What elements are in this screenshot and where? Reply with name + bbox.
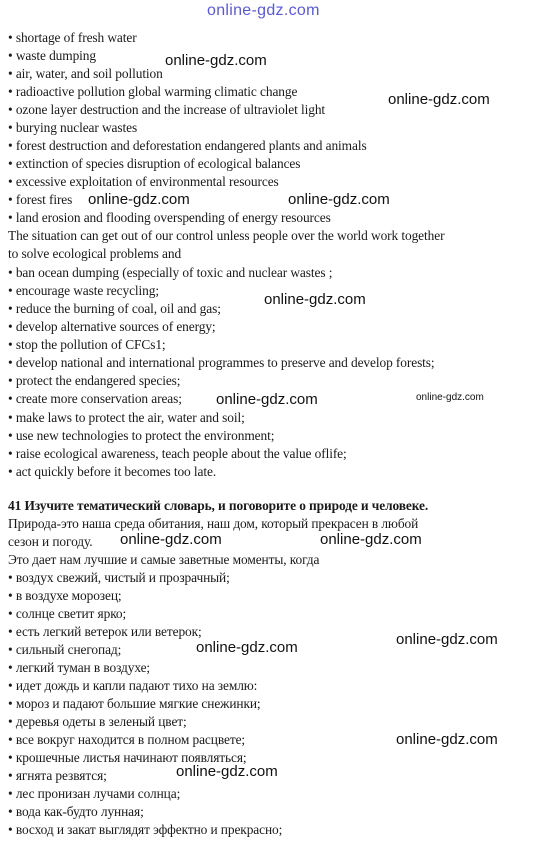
watermark: online-gdz.com — [176, 763, 278, 780]
list-item: • мороз и падают большие мягкие снежинки; — [8, 696, 261, 711]
watermark: online-gdz.com — [264, 291, 366, 308]
list-item: • крошечные листья начинают появляться; — [8, 750, 247, 765]
list-item: • лес пронизан лучами солнца; — [8, 786, 181, 801]
watermark: online-gdz.com — [396, 731, 498, 748]
list-item: • burying nuclear wastes — [8, 120, 138, 135]
watermark: online-gdz.com — [207, 2, 320, 19]
list-item: • есть легкий ветерок или ветерок; — [8, 624, 202, 639]
list-item: • raise ecological awareness, teach people about the value oflife; — [8, 446, 347, 461]
list-item: • ban ocean dumping (especially of toxic and nuclear wastes ; — [8, 265, 333, 280]
section-heading: 41 Изучите тематический словарь, и поговорите о природе и человеке. — [8, 498, 429, 513]
list-item: • shortage of fresh water — [8, 30, 137, 45]
document-page — [8, 0, 535, 845]
list-item: • forest fires — [8, 192, 73, 207]
list-item: • land erosion and flooding overspending of energy resources — [8, 210, 331, 225]
watermark: online-gdz.com — [288, 191, 390, 208]
watermark: online-gdz.com — [120, 531, 222, 548]
list-item: • все вокруг находится в полном расцвете; — [8, 732, 246, 747]
list-item: • forest destruction and deforestation endangered plants and animals — [8, 138, 367, 153]
list-item: • воздух свежий, чистый и прозрачный; — [8, 570, 230, 585]
list-item: • make laws to protect the air, water and soil; — [8, 410, 245, 425]
watermark: online-gdz.com — [416, 392, 484, 403]
watermark: online-gdz.com — [320, 531, 422, 548]
list-item: • деревья одеты в зеленый цвет; — [8, 714, 187, 729]
watermark: online-gdz.com — [216, 391, 318, 408]
list-item: • extinction of species disruption of ecological balances — [8, 156, 301, 171]
list-item: • солнце светит ярко; — [8, 606, 127, 621]
list-item: • air, water, and soil pollution — [8, 66, 163, 81]
list-item: • waste dumping — [8, 48, 96, 63]
list-item: • protect the endangered species; — [8, 373, 181, 388]
watermark: online-gdz.com — [388, 91, 490, 108]
list-item: • develop national and international programmes to preserve and develop forests; — [8, 355, 435, 370]
list-item: • reduce the burning of coal, oil and gas; — [8, 301, 221, 316]
list-item: • use new technologies to protect the environment; — [8, 428, 275, 443]
list-item: • act quickly before it becomes too late. — [8, 464, 217, 479]
paragraph-line: сезон и погоду. — [8, 534, 93, 549]
list-item: • ozone layer destruction and the increase of ultraviolet light — [8, 102, 326, 117]
list-item: • radioactive pollution global warming climatic change — [8, 84, 298, 99]
list-item: • ягнята резвятся; — [8, 768, 107, 783]
list-item: • идет дождь и капли падают тихо на землю: — [8, 678, 258, 693]
paragraph-line: Природа-это наша среда обитания, наш дом, который прекрасен в любой — [8, 516, 419, 531]
list-item: • encourage waste recycling; — [8, 283, 159, 298]
paragraph-line: The situation can get out of our control unless people over the world work together — [8, 228, 445, 243]
list-item: • develop alternative sources of energy; — [8, 319, 216, 334]
paragraph-line: to solve ecological problems and — [8, 246, 182, 261]
list-item: • stop the pollution of CFCs1; — [8, 337, 166, 352]
watermark: online-gdz.com — [88, 191, 190, 208]
list-item: • в воздухе морозец; — [8, 588, 122, 603]
watermark: online-gdz.com — [165, 52, 267, 69]
paragraph-line: Это дает нам лучшие и самые заветные моменты, когда — [8, 552, 320, 567]
list-item: • легкий туман в воздухе; — [8, 660, 151, 675]
list-item: • excessive exploitation of environmental resources — [8, 174, 279, 189]
list-item: • сильный снегопад; — [8, 642, 122, 657]
list-item: • вода как-будто лунная; — [8, 804, 144, 819]
list-item: • create more conservation areas; — [8, 391, 182, 406]
list-item: • восход и закат выглядят эффектно и прекрасно; — [8, 822, 283, 837]
watermark: online-gdz.com — [196, 639, 298, 656]
watermark: online-gdz.com — [396, 631, 498, 648]
